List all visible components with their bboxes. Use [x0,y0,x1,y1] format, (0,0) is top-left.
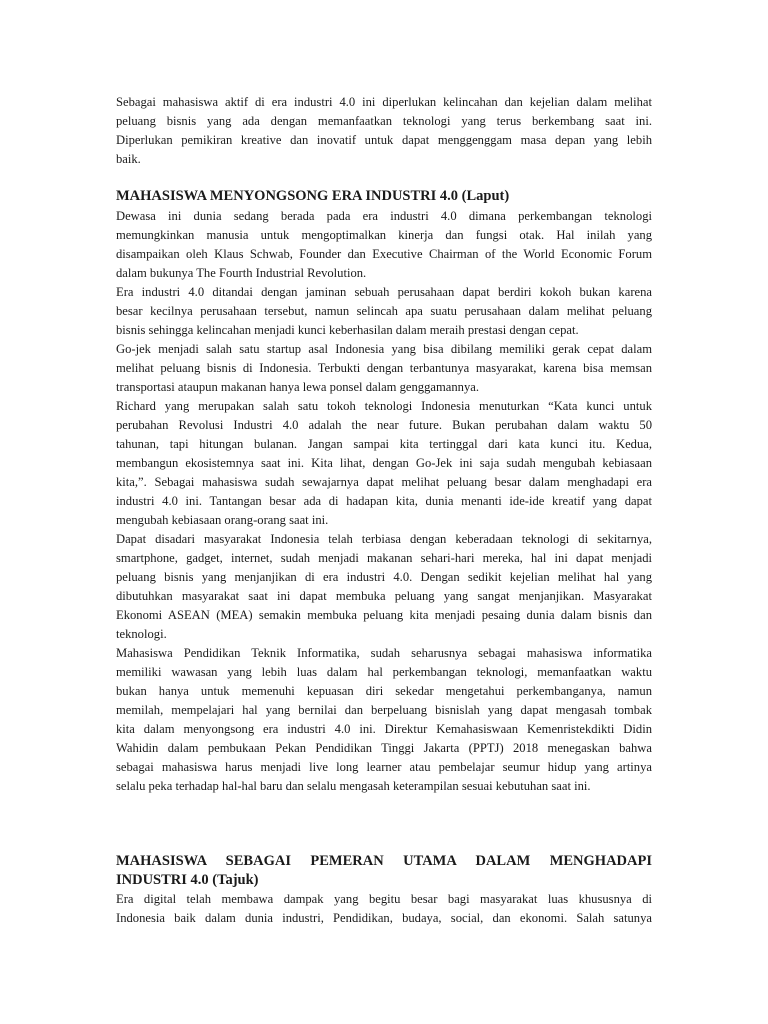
text-line: Richard yang merupakan salah satu tokoh teknologi Indonesia menuturkan “Kata kunci untuk [116,399,652,413]
text-line: transportasi ataupun makanan hanya lewa ponsel dalam genggamannya. [116,380,479,394]
text-line: dalam bukunya The Fourth Industrial Revolution. [116,266,367,280]
section1-body [116,207,652,796]
text-line: memilah, mempelajari hal yang bernilai dan berpeluang bisnislah yang dapat mengasah tombak [116,703,652,717]
text-line: sebagai mahasiswa harus menjadi live long learner atau pembelajar seumur hidup yang artinya [116,760,652,774]
text-line: industri 4.0 ini. Tantangan besar ada di hadapan kita, dunia menanti ide-ide kreatif yang dapat [116,494,652,508]
paragraph [116,890,652,928]
text-line: Ekonomi ASEAN (MEA) semakin membuka peluang kita menjadi pesaing dunia dalam bisnis dan [116,608,652,622]
text-line: peluang bisnis yang ada dengan memanfaatkan teknologi yang terus berkembang saat ini. [116,114,652,128]
text-line: baik. [116,152,141,166]
text-line: besar kecilnya perusahaan tersebut, namun selincah apa suatu perusahaan dalam melihat peluang [116,304,652,318]
paragraph [116,207,652,283]
text-line: melihat peluang bisnis di Indonesia. Terbukti dengan terbantunya masyarakat, karena bisa memsan [116,361,652,375]
text-line: tahunan, tapi hitungan bulanan. Jangan sampai kita tertinggal dari kata kunci itu. Kedua, [116,437,652,451]
text-line: kita dalam menyongsong era industri 4.0 ini. Direktur Kemahasiswaan Kemenristekdikti Didin [116,722,652,736]
heading-line: MAHASISWA SEBAGAI PEMERAN UTAMA DALAM MENGHADAPI [116,853,652,869]
text-line: bukan hanya untuk memenuhi kepuasan diri sekedar mengetahui perkembanganya, namun [116,684,652,698]
paragraph [116,340,652,397]
heading-line: INDUSTRI 4.0 (Tajuk) [116,872,259,888]
paragraph [116,530,652,644]
text-line: Indonesia baik dalam dunia industri, Pendidikan, budaya, social, dan ekonomi. Salah satunya [116,911,652,925]
text-line: teknologi. [116,627,167,641]
text-line: smartphone, gadget, internet, sudah menjadi makanan sehari-hari mereka, hal ini dapat menjadi [116,551,652,565]
paragraph [116,283,652,340]
section2-body [116,890,652,928]
text-line: disampaikan oleh Klaus Schwab, Founder dan Executive Chairman of the World Economic Forum [116,247,652,261]
text-line: peluang bisnis yang menjanjikan di era industri 4.0. Dengan sedikit kejelian melihat hal yang [116,570,652,584]
text-line: memungkinkan manusia untuk mengoptimalkan kinerja dan fungsi otak. Hal inilah yang [116,228,652,242]
section2-heading [116,852,652,890]
text-line: kita,”. Sebagai mahasiswa sudah sewajarnya dapat melihat peluang besar dalam menghadapi era [116,475,652,489]
text-line: Diperlukan pemikiran kreative dan inovatif untuk dapat menggenggam masa depan yang lebih [116,133,652,147]
text-line: membangun ekosistemnya saat ini. Kita lihat, dengan Go-Jek ini saja sudah mengubah kebiasaan [116,456,652,470]
text-line: memiliki wawasan yang lebih luas dalam hal perkembangan teknologi, memanfaatkan waktu [116,665,652,679]
text-line: Dapat disadari masyarakat Indonesia telah terbiasa dengan keberadaan teknologi di sekitarnya, [116,532,652,546]
intro-paragraph [116,93,652,169]
text-line: selalu peka terhadap hal-hal baru dan selalu mengasah keterampilan sesuai kebutuhan saat ini. [116,779,591,793]
paragraph [116,644,652,796]
text-line: Era digital telah membawa dampak yang begitu besar bagi masyarakat luas khususnya di [116,892,652,906]
text-line: dibutuhkan masyarakat saat ini dapat membuka peluang yang sangat menjanjikan. Masyarakat [116,589,652,603]
text-line: Go-jek menjadi salah satu startup asal Indonesia yang bisa dibilang memiliki gerak cepat dalam [116,342,652,356]
text-line: Era industri 4.0 ditandai dengan jaminan sebuah perusahaan dapat berdiri kokoh bukan karena [116,285,652,299]
section1-heading [116,187,652,206]
text-line: Wahidin dalam pembukaan Pekan Pendidikan Tinggi Jakarta (PPTJ) 2018 menegaskan bahwa [116,741,652,755]
text-line: Mahasiswa Pendidikan Teknik Informatika, sudah seharusnya sebagai mahasiswa informatika [116,646,652,660]
text-line: perubahan Revolusi Industri 4.0 adalah the near future. Bukan perubahan dalam waktu 50 [116,418,652,432]
text-line: bisnis sehingga kelincahan menjadi kunci keberhasilan dalam meraih prestasi dengan cepat. [116,323,579,337]
paragraph [116,397,652,530]
text-line: mengubah kebiasaan orang-orang saat ini. [116,513,329,527]
text-line: Dewasa ini dunia sedang berada pada era industri 4.0 dimana perkembangan teknologi [116,209,652,223]
text-line: Sebagai mahasiswa aktif di era industri 4.0 ini diperlukan kelincahan dan kejelian dalam melihat [116,95,652,109]
heading-text: MAHASISWA MENYONGSONG ERA INDUSTRI 4.0 (Laput) [116,188,510,204]
